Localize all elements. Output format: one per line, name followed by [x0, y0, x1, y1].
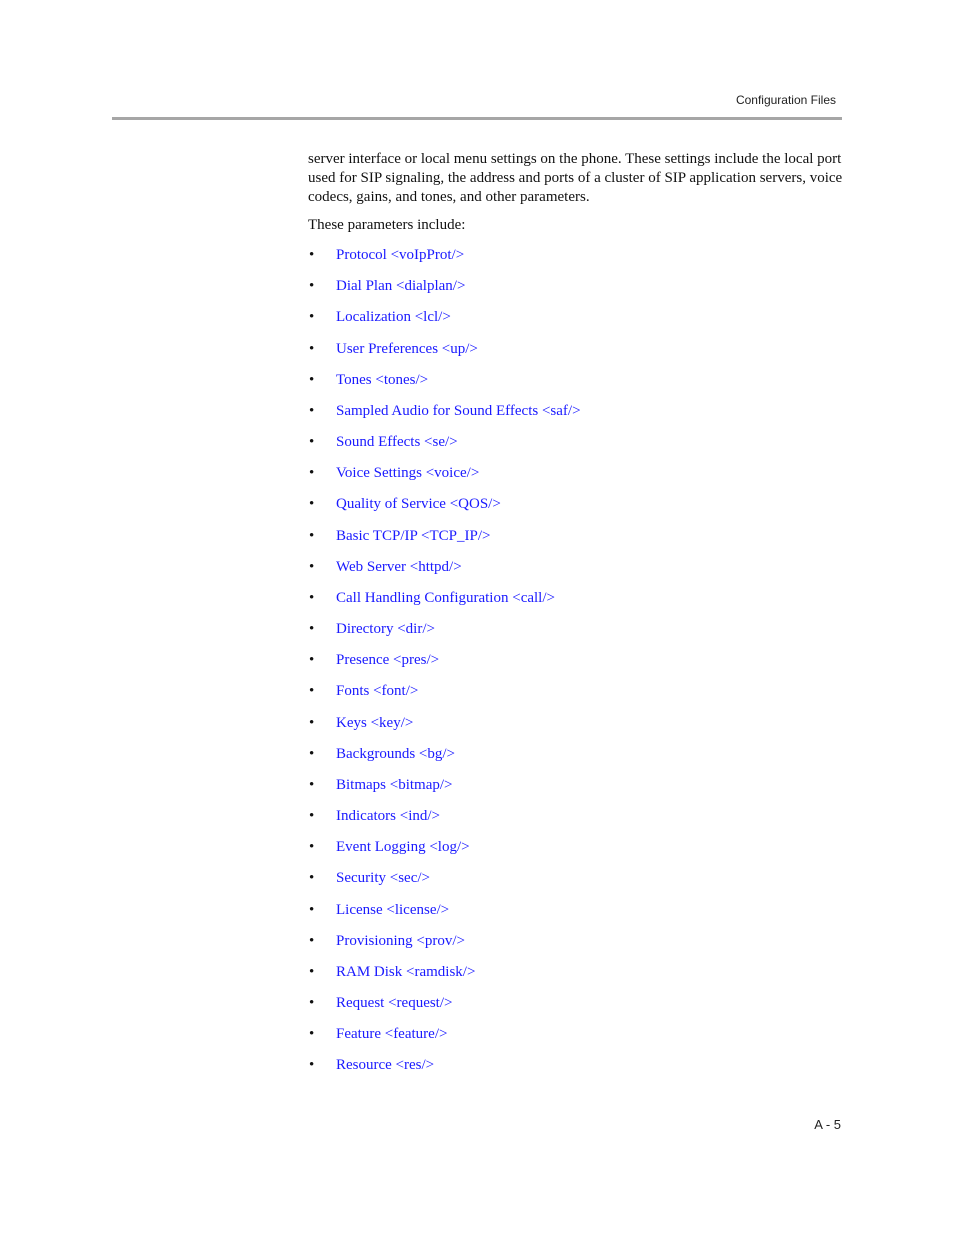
list-item — [308, 651, 581, 682]
list-item — [308, 1025, 581, 1056]
bullet-icon: • — [309, 496, 315, 513]
bullet-icon: • — [309, 870, 315, 887]
bullet-icon: • — [309, 309, 315, 326]
param-link[interactable]: Fonts <font/> — [336, 683, 419, 700]
list-item — [308, 620, 581, 651]
bullet-icon: • — [309, 340, 315, 357]
bullet-icon: • — [309, 652, 315, 669]
list-item — [308, 277, 581, 308]
bullet-icon: • — [309, 839, 315, 856]
param-link[interactable]: Security <sec/> — [336, 870, 430, 887]
param-link[interactable]: Request <request/> — [336, 995, 453, 1012]
bullet-icon: • — [309, 745, 315, 762]
list-item — [308, 589, 581, 620]
param-link[interactable]: Call Handling Configuration <call/> — [336, 589, 555, 606]
list-item — [308, 838, 581, 869]
bullet-icon: • — [309, 963, 315, 980]
bullet-icon: • — [309, 776, 315, 793]
param-link[interactable]: Feature <feature/> — [336, 1026, 448, 1043]
list-item — [308, 308, 581, 339]
param-link[interactable]: License <license/> — [336, 901, 450, 918]
list-item — [308, 963, 581, 994]
list-item — [308, 402, 581, 433]
list-item — [308, 682, 581, 713]
param-link[interactable]: Indicators <ind/> — [336, 808, 440, 825]
param-link[interactable]: Sampled Audio for Sound Effects <saf/> — [336, 402, 581, 419]
bullet-icon: • — [309, 558, 315, 575]
bullet-icon: • — [309, 901, 315, 918]
param-link[interactable]: Resource <res/> — [336, 1057, 435, 1074]
bullet-icon: • — [309, 995, 315, 1012]
list-item — [308, 745, 581, 776]
param-link[interactable]: Quality of Service <QOS/> — [336, 496, 501, 513]
page-header-title: Configuration Files — [735, 93, 836, 107]
list-item — [308, 901, 581, 932]
bullet-icon: • — [309, 1057, 315, 1074]
param-link[interactable]: Event Logging <log/> — [336, 839, 470, 856]
param-link[interactable]: Voice Settings <voice/> — [336, 465, 480, 482]
list-item — [308, 776, 581, 807]
bullet-icon: • — [309, 1026, 315, 1043]
bullet-icon: • — [309, 932, 315, 949]
bullet-icon: • — [309, 621, 315, 638]
bullet-icon: • — [309, 683, 315, 700]
list-item — [308, 558, 581, 589]
param-link[interactable]: Web Server <httpd/> — [336, 558, 462, 575]
param-link[interactable]: Localization <lcl/> — [336, 309, 451, 326]
param-link[interactable]: Presence <pres/> — [336, 652, 440, 669]
list-lead-text: These parameters include: — [308, 217, 466, 233]
bullet-icon: • — [309, 589, 315, 606]
param-link[interactable]: Sound Effects <se/> — [336, 434, 458, 451]
param-link[interactable]: RAM Disk <ramdisk/> — [336, 963, 476, 980]
param-link[interactable]: Basic TCP/IP <TCP_IP/> — [336, 527, 491, 544]
param-link[interactable]: Directory <dir/> — [336, 621, 435, 638]
param-link[interactable]: User Preferences <up/> — [336, 340, 478, 357]
bullet-icon: • — [309, 465, 315, 482]
list-item — [308, 869, 581, 900]
param-link[interactable]: Backgrounds <bg/> — [336, 745, 455, 762]
list-item — [308, 464, 581, 495]
list-item — [308, 340, 581, 371]
param-link[interactable]: Tones <tones/> — [336, 371, 429, 388]
param-link[interactable]: Bitmaps <bitmap/> — [336, 776, 453, 793]
param-link[interactable]: Protocol <voIpProt/> — [336, 247, 465, 263]
param-link[interactable]: Provisioning <prov/> — [336, 932, 466, 949]
header-rule — [112, 117, 842, 120]
bullet-icon: • — [309, 278, 315, 295]
list-item — [308, 714, 581, 745]
bullet-icon: • — [309, 402, 315, 419]
parameter-list — [308, 246, 581, 1088]
param-link[interactable]: Keys <key/> — [336, 714, 414, 731]
list-item — [308, 495, 581, 526]
list-item — [308, 433, 581, 464]
bullet-icon: • — [309, 247, 315, 263]
bullet-icon: • — [309, 808, 315, 825]
list-item — [308, 994, 581, 1025]
bullet-icon: • — [309, 371, 315, 388]
bullet-icon: • — [309, 714, 315, 731]
list-item — [308, 527, 581, 558]
bullet-icon: • — [309, 434, 315, 451]
list-item — [308, 932, 581, 963]
list-item — [308, 371, 581, 402]
list-item — [308, 1056, 581, 1087]
page-number: A - 5 — [814, 1117, 841, 1132]
intro-paragraph: server interface or local menu settings on the phone. These settings include the local port used for SIP signaling, the address and ports of a cluster of SIP application servers, voice codecs, gains, and tones, and other parameters. — [308, 151, 843, 205]
bullet-icon: • — [309, 527, 315, 544]
list-item — [308, 807, 581, 838]
param-link[interactable]: Dial Plan <dialplan/> — [336, 278, 466, 295]
list-item — [308, 246, 581, 277]
